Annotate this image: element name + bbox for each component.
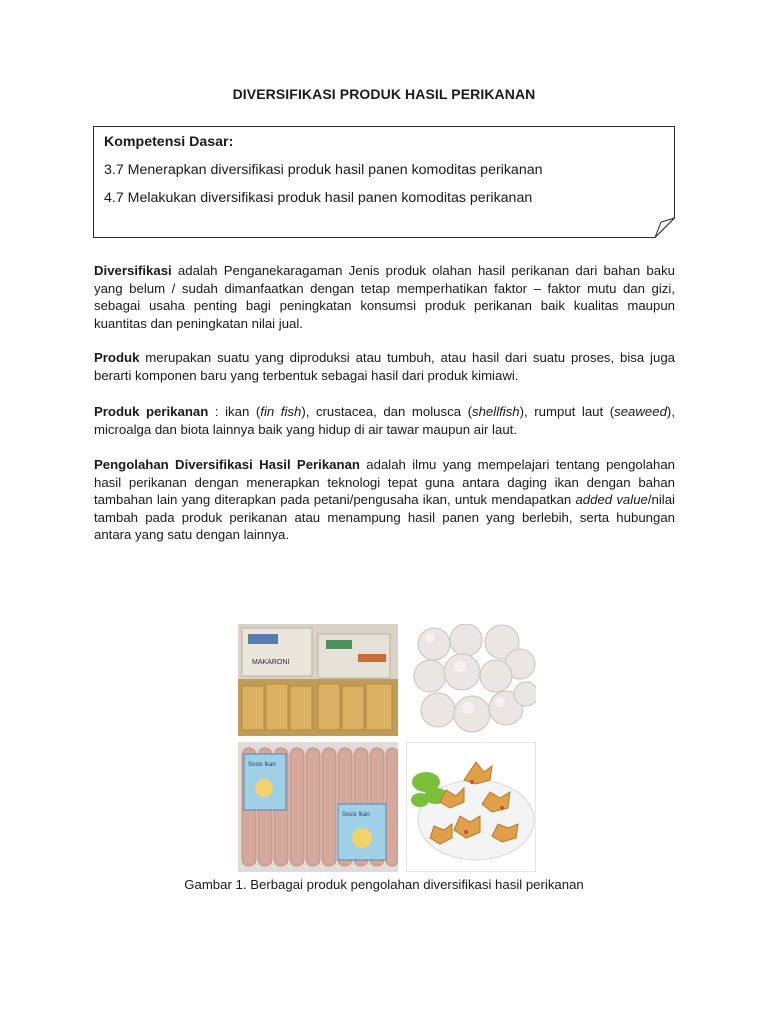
text-segment: adalah ilmu yang mempelajari tentang pengolahan hasil perikanan dengan menerapkan teknologi tepat guna antara daging ikan dengan bahan tambahan lain yang diterapkan pada petani/pengusaha ikan, untuk mendapatkan <box>94 457 676 508</box>
document-title: DIVERSIFIKASI PRODUK HASIL PERIKANAN <box>232 86 536 102</box>
figure-caption: Gambar 1. Berbagai produk pengolahan diversifikasi hasil perikanan <box>184 877 584 892</box>
photo-fish-sausages <box>238 742 398 872</box>
sausage-label-2: Sosis Ikan <box>342 812 370 818</box>
term-diversifikasi: Diversifikasi <box>94 263 172 278</box>
text-segment: ), rumput laut ( <box>519 404 615 419</box>
paragraph-diversifikasi-text: adalah Penganekaragaman Jenis produk olahan hasil perikanan dari bahan baku yang belum / sudah dimanfaatkan dengan tetap memperhatikan faktor – faktor mutu dan gizi, sebagai usaha penting bagi peningkatan konsumsi produk perikanan baik kualitas maupun kuantitas dan peningkatan nilai jual. <box>94 263 675 331</box>
photo-fried-dumplings <box>406 742 536 872</box>
photo-packaged-products <box>238 624 398 736</box>
kompetensi-heading: Kompetensi Dasar: <box>104 134 234 150</box>
kompetensi-item-3-7: 3.7 Menerapkan diversifikasi produk hasil panen komoditas perikanan <box>104 162 543 178</box>
italic-fin-fish: fin fish <box>260 404 302 419</box>
paragraph-produk-perikanan <box>94 403 675 438</box>
kompetensi-item-4-7: 4.7 Melakukan diversifikasi produk hasil panen komoditas perikanan <box>104 190 533 206</box>
packaged-label: MAKARONI <box>252 659 290 666</box>
italic-added-value: added value <box>575 492 648 508</box>
paragraph-diversifikasi <box>94 262 675 332</box>
figure-products <box>238 624 536 874</box>
photo-fish-balls <box>410 624 536 736</box>
term-pengolahan: Pengolahan Diversifikasi Hasil Perikanan <box>94 457 360 472</box>
sausage-label-1: Sosis Ikan <box>248 762 276 768</box>
term-produk: Produk <box>94 350 140 365</box>
text-segment: : ikan ( <box>208 404 261 419</box>
italic-seaweed: seaweed <box>614 404 667 419</box>
text-segment: ), crustacea, dan molusca ( <box>301 404 472 419</box>
text-segment: ), microalga dan biota lainnya baik yang hidup di air tawar maupun air laut. <box>94 404 675 437</box>
paragraph-pengolahan <box>94 456 675 544</box>
text-segment: /nilai tambah pada produk perikanan atau menampung hasil panen yang berlebih, serta hubungan antara yang satu dengan lainnya. <box>94 492 675 543</box>
paragraph-produk <box>94 349 675 384</box>
term-produk-perikanan: Produk perikanan <box>94 404 209 419</box>
italic-shellfish: shellfish <box>472 404 520 419</box>
paragraph-produk-text: merupakan suatu yang diproduksi atau tumbuh, atau hasil dari suatu proses, bisa juga berarti komponen baru yang terbentuk sebagai hasil dari produk kimiawi. <box>94 350 675 383</box>
kompetensi-dasar-box <box>93 126 675 238</box>
